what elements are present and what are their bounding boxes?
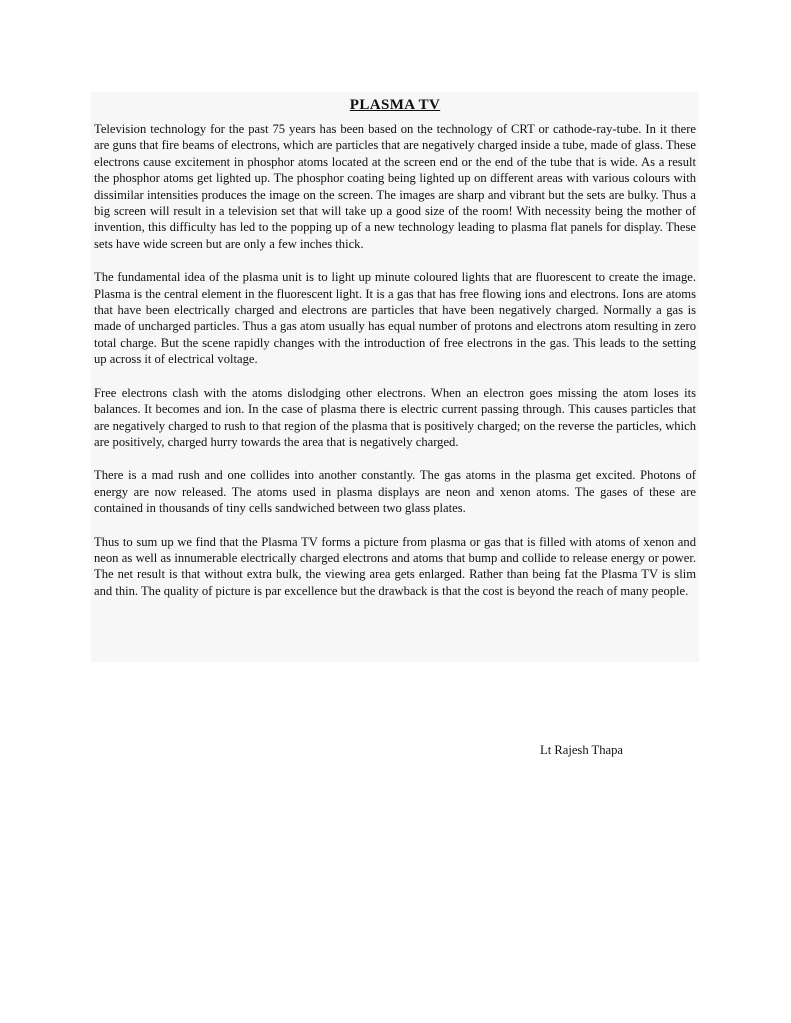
paragraph-plasma-idea: The fundamental idea of the plasma unit is to light up minute coloured lights that are fluorescent to create the image. Plasma is the central element in the fluorescent light. It is a gas that has free flowing ions and electrons. Ions are atoms that have been electrically charged and electrons are particles that have been negatively charged. Normally a gas is made of uncharged particles. Thus a gas atom usually has equal number of protons and electrons atom resulting in zero total charge. But the scene rapidly changes with the introduction of free electrons in the gas. This leads to the setting up across it of electrical voltage. [94, 270, 696, 367]
paragraph-crt-technology: Television technology for the past 75 years has been based on the technology of CRT or cathode-ray-tube. In it there are guns that fire beams of electrons, which are particles that are negatively charged inside a tube, made of glass. These electrons cause excitement in phosphor atoms located at the screen end or the end of the tube that is wide. As a result the phosphor atoms get lighted up. The phosphor coating being lighted up on different areas with various colours with dissimilar intensities produces the image on the screen. The images are sharp and vibrant but the sets are bulky. Thus a big screen will result in a television set that will take up a good size of the room! With necessity being the mother of invention, this difficulty has led to the popping up of a new technology leading to plasma flat panels for display. These sets have wide screen but are only a few inches thick. [94, 122, 696, 251]
paragraph-summary: Thus to sum up we find that the Plasma TV forms a picture from plasma or gas that is filled with atoms of xenon and neon as well as innumerable electrically charged electrons and atoms that bump and collide to release energy or power. The net result is that without extra bulk, the viewing area gets enlarged. Rather than being fat the Plasma TV is slim and thin. The quality of picture is par excellence but the drawback is that the cost is beyond the reach of many people. [94, 534, 696, 598]
document-title: PLASMA TV [349, 97, 441, 113]
article-body [91, 92, 699, 662]
paragraph-gas-atoms: There is a mad rush and one collides into another constantly. The gas atoms in the plasma get excited. Photons of energy are now released. The atoms used in plasma displays are neon and xenon atoms. The gases of these are contained in thousands of tiny cells sandwiched between two glass plates. [94, 468, 696, 516]
paragraph-free-electrons: Free electrons clash with the atoms dislodging other electrons. When an electron goes missing the atom loses its balances. It becomes and ion. In the case of plasma there is electric current passing through. This causes particles that are negatively charged to rush to that region of the plasma that is positively charged; on the reverse the particles, which are positively, charged hurry towards the area that is negatively charged. [94, 385, 696, 449]
author-signature: Lt Rajesh Thapa [540, 743, 624, 757]
